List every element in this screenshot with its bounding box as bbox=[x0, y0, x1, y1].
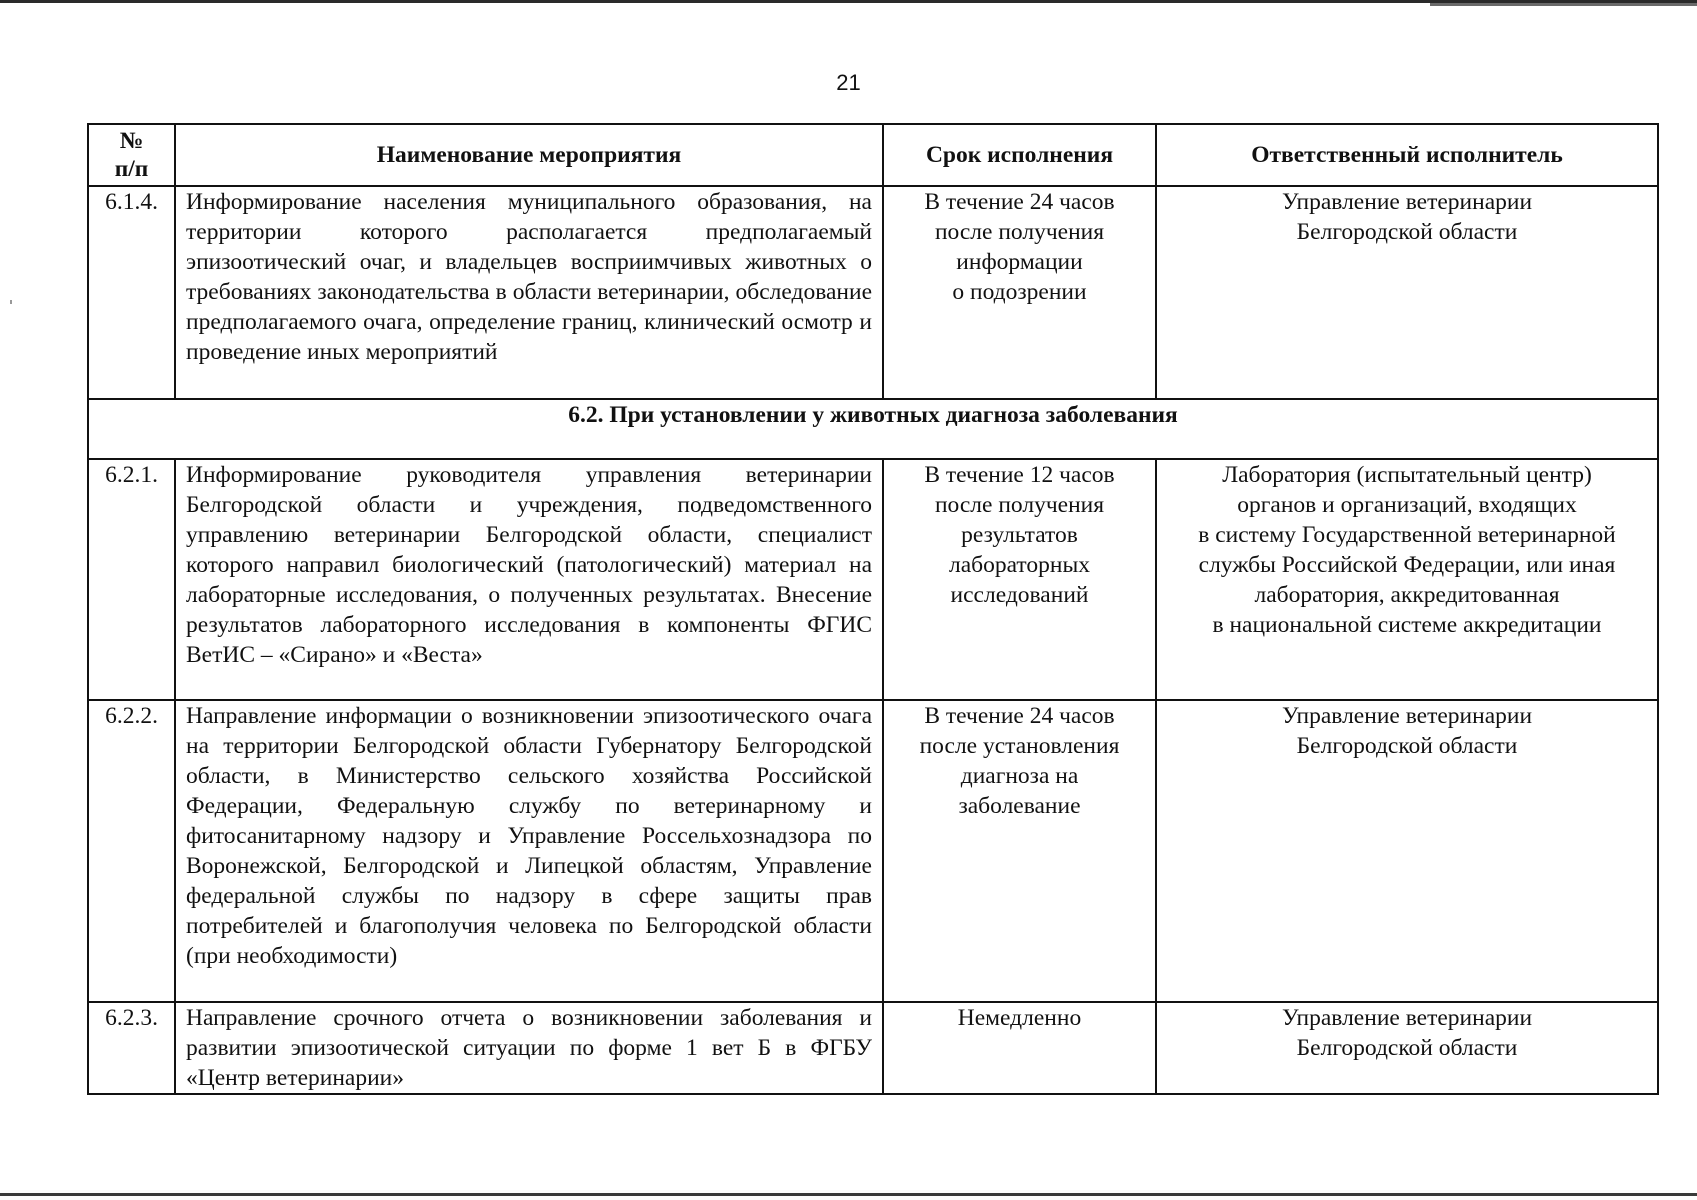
table-row bbox=[88, 186, 1658, 399]
row-measure: Информирование населения муниципального образования, на территории которого располагается предполагаемый эпизоотический очаг, и владельцев восприимчивых животных о требованиях законодательства в области ветеринарии, обследование предполагаемого очага, определение границ, клинический осмотр и проведение иных мероприятий bbox=[175, 186, 883, 399]
row-responsible: Управление ветеринарии Белгородской области bbox=[1156, 186, 1658, 399]
row-measure: Направление информации о возникновении эпизоотического очага на территории Белгородской области Губернатору Белгородской области, в Министерство сельского хозяйства Российской Федерации, Федеральную службу по ветеринарному и фитосанитарному надзору и Управление Россельхознадзора по Воронежской, Белгородской и Липецкой областям, Управление федеральной службы по надзору в сфере защиты прав потребителей и благополучия человека по Белгородской области (при необходимости) bbox=[175, 700, 883, 1002]
table-row bbox=[88, 459, 1658, 700]
row-term: Немедленно bbox=[883, 1002, 1156, 1094]
row-responsible: Лаборатория (испытательный центр) органов и организаций, входящих в систему Государственной ветеринарной службы Российской Федерации, или иная лаборатория, аккредитованная в национальной системе аккредитации bbox=[1156, 459, 1658, 700]
row-responsible: Управление ветеринарии Белгородской области bbox=[1156, 700, 1658, 1002]
table-row bbox=[88, 1002, 1658, 1094]
header-name: Наименование мероприятия bbox=[175, 124, 883, 186]
row-responsible: Управление ветеринарии Белгородской области bbox=[1156, 1002, 1658, 1094]
row-number: 6.1.4. bbox=[88, 186, 175, 399]
row-number: 6.2.2. bbox=[88, 700, 175, 1002]
row-term: В течение 12 часов после получения результатов лабораторных исследований bbox=[883, 459, 1156, 700]
section-title: 6.2. При установлении у животных диагноза заболевания bbox=[88, 399, 1658, 459]
row-term: В течение 24 часов после получения информации о подозрении bbox=[883, 186, 1156, 399]
header-term: Срок исполнения bbox=[883, 124, 1156, 186]
row-number: 6.2.3. bbox=[88, 1002, 175, 1094]
section-row bbox=[88, 399, 1658, 459]
table-row bbox=[88, 700, 1658, 1002]
scan-edge-bottom bbox=[0, 1193, 1697, 1196]
header-responsible: Ответственный исполнитель bbox=[1156, 124, 1658, 186]
scan-edge-top-shadow bbox=[1430, 3, 1697, 6]
measures-table bbox=[87, 123, 1659, 1095]
page-number: 21 bbox=[836, 70, 861, 95]
header-num: № п/п bbox=[88, 124, 175, 186]
row-measure: Направление срочного отчета о возникновении заболевания и развитии эпизоотической ситуации по форме 1 вет Б в ФГБУ «Центр ветеринарии» bbox=[175, 1002, 883, 1094]
row-number: 6.2.1. bbox=[88, 459, 175, 700]
margin-mark bbox=[10, 300, 12, 304]
row-measure: Информирование руководителя управления ветеринарии Белгородской области и учреждения, подведомственного управлению ветеринарии Белгородской области, специалист которого направил биологический (патологический) материал на лабораторные исследования, о полученных результатах. Внесение результатов лабораторного исследования в компоненты ФГИС ВетИС – «Сирано» и «Веста» bbox=[175, 459, 883, 700]
row-term: В течение 24 часов после установления диагноза на заболевание bbox=[883, 700, 1156, 1002]
table-header-row bbox=[88, 124, 1658, 186]
